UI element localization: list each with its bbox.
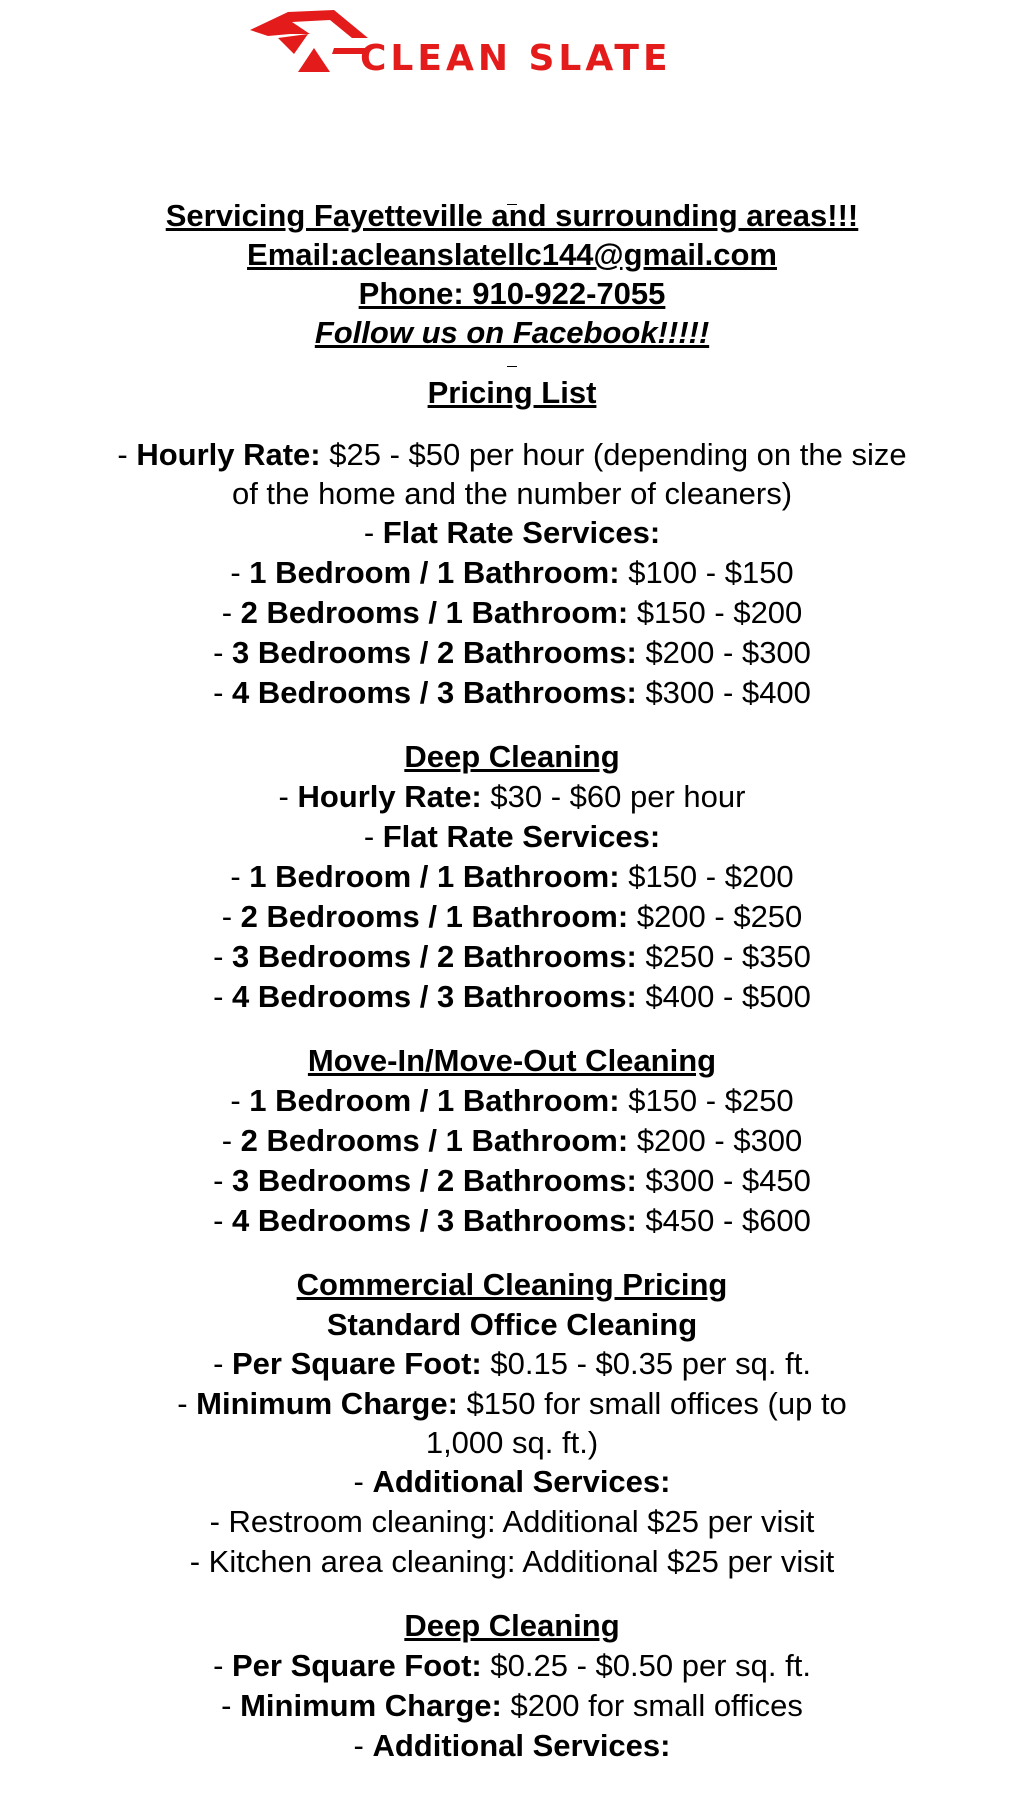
price-row: - 3 Bedrooms / 2 Bathrooms: $250 - $350 bbox=[213, 939, 811, 974]
clean-slate-logo bbox=[248, 8, 778, 76]
price-row: - 1 Bedroom / 1 Bathroom: $100 - $150 bbox=[230, 555, 794, 590]
separator-dash bbox=[507, 366, 517, 373]
move-cleaning-title: Move-In/Move-Out Cleaning bbox=[307, 1043, 717, 1078]
commercial-deep-per-sqft: - Per Square Foot: $0.25 - $0.50 per sq. ft. bbox=[213, 1648, 811, 1683]
standard-flat-label: - Flat Rate Services: bbox=[363, 515, 661, 550]
facebook-link[interactable]: Follow us on Facebook!!!!! bbox=[314, 315, 710, 350]
deep-cleaning-title: Deep Cleaning bbox=[404, 739, 620, 774]
additional-service: - Restroom cleaning: Additional $25 per visit bbox=[209, 1504, 815, 1539]
commercial-subtitle: Standard Office Cleaning bbox=[326, 1307, 698, 1342]
price-row: - 1 Bedroom / 1 Bathroom: $150 - $250 bbox=[230, 1083, 794, 1118]
price-row: - 4 Bedrooms / 3 Bathrooms: $300 - $400 bbox=[213, 675, 811, 710]
email-link[interactable]: Email:acleanslatellc144@gmail.com bbox=[247, 237, 777, 272]
price-row: - 4 Bedrooms / 3 Bathrooms: $400 - $500 bbox=[213, 979, 811, 1014]
commercial-deep-additional-label: - Additional Services: bbox=[353, 1728, 671, 1763]
deep-hourly: - Hourly Rate: $30 - $60 per hour bbox=[278, 779, 746, 814]
pricing-list-title: Pricing List bbox=[427, 375, 597, 410]
standard-hourly: - Hourly Rate: $25 - $50 per hour (depending on the size of the home and the number of cleaners) bbox=[117, 437, 907, 511]
price-row: - 2 Bedrooms / 1 Bathroom: $150 - $200 bbox=[221, 595, 803, 630]
commercial-deep-title: Deep Cleaning bbox=[404, 1608, 620, 1643]
service-area: Servicing Fayetteville and surrounding areas!!! bbox=[165, 198, 859, 233]
commercial-per-sqft: - Per Square Foot: $0.15 - $0.35 per sq. ft. bbox=[213, 1346, 811, 1381]
contact-block bbox=[40, 196, 984, 352]
commercial-deep-minimum: - Minimum Charge: $200 for small offices bbox=[221, 1688, 803, 1723]
commercial-minimum: - Minimum Charge: $150 for small offices (up to 1,000 sq. ft.) bbox=[177, 1386, 847, 1460]
price-row: - 2 Bedrooms / 1 Bathroom: $200 - $300 bbox=[221, 1123, 803, 1158]
price-row: - 4 Bedrooms / 3 Bathrooms: $450 - $600 bbox=[213, 1203, 811, 1238]
price-row: - 1 Bedroom / 1 Bathroom: $150 - $200 bbox=[230, 859, 794, 894]
price-row: - 3 Bedrooms / 2 Bathrooms: $200 - $300 bbox=[213, 635, 811, 670]
price-row: - 2 Bedrooms / 1 Bathroom: $200 - $250 bbox=[221, 899, 803, 934]
content bbox=[40, 196, 984, 1766]
price-row: - 3 Bedrooms / 2 Bathrooms: $300 - $450 bbox=[213, 1163, 811, 1198]
additional-service: - Kitchen area cleaning: Additional $25 per visit bbox=[189, 1544, 835, 1579]
commercial-additional-label: - Additional Services: bbox=[353, 1464, 671, 1499]
commercial-title: Commercial Cleaning Pricing bbox=[296, 1267, 728, 1302]
phone-link[interactable]: Phone: 910-922-7055 bbox=[358, 276, 666, 311]
logo-wordmark: CLEAN SLATE bbox=[360, 38, 672, 76]
deep-flat-label: - Flat Rate Services: bbox=[363, 819, 661, 854]
